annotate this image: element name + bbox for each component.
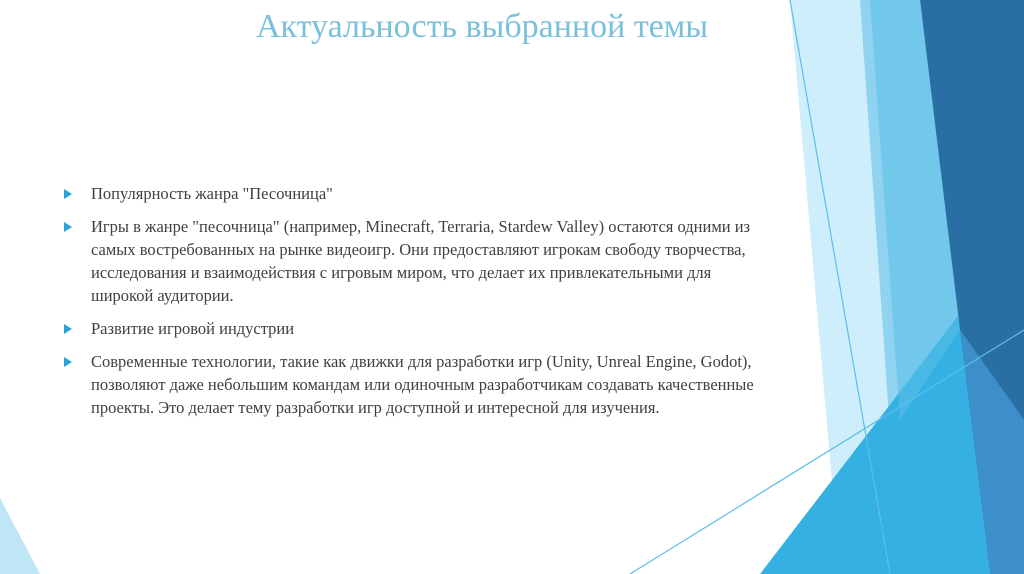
triangle-right-icon	[64, 189, 72, 199]
bullet-item	[64, 215, 754, 307]
bullet-item	[64, 350, 754, 419]
bullet-text: Популярность жанра "Песочница"	[91, 184, 333, 203]
bullet-text: Развитие игровой индустрии	[91, 319, 295, 338]
triangle-right-icon	[64, 324, 72, 334]
slide-title: Актуальность выбранной темы	[256, 8, 709, 45]
left-edge-facet	[0, 498, 40, 574]
triangle-right-icon	[64, 222, 72, 232]
bullet-item	[64, 317, 754, 340]
triangle-right-icon	[64, 357, 72, 367]
bullet-item	[64, 182, 754, 205]
bullet-list	[64, 182, 754, 429]
bullet-text: Современные технологии, такие как движки для разработки игр (Unity, Unreal Engine, Godot), позволяют даже небольшим командам или одиночным разработчикам создавать качественные проекты. Это делает тему разработки игр доступной и интересной для изучения.	[91, 352, 754, 417]
bullet-text: Игры в жанре "песочница" (например, Minecraft, Terraria, Stardew Valley) остаются одними из самых востребованных на рынке видеоигр. Они предоставляют игрокам свободу творчества, исследования и взаимодействия с игровым миром, что делает их привлекательными для широкой аудитории.	[91, 217, 751, 305]
